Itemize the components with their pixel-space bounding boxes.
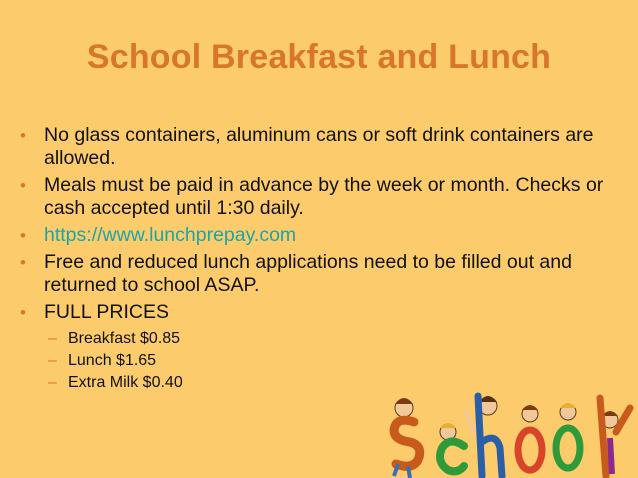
list-item	[20, 174, 620, 220]
bullet-icon: •	[20, 176, 26, 195]
bullet-icon: •	[20, 226, 26, 245]
list-item	[20, 251, 620, 297]
kid-c-icon	[440, 423, 464, 471]
list-item	[20, 224, 620, 247]
price-text: Lunch $1.65	[68, 352, 157, 369]
price-list	[44, 328, 620, 394]
price-item	[44, 328, 620, 350]
kid-o2-icon	[556, 403, 580, 468]
dash-icon: –	[48, 374, 57, 391]
list-item	[20, 124, 620, 170]
dash-icon: –	[48, 330, 57, 347]
bullet-text: FULL PRICES	[44, 301, 169, 323]
bullet-text: Meals must be paid in advance by the week or month. Checks or cash accepted until 1:30 daily.	[44, 174, 604, 219]
bullet-icon: •	[20, 126, 26, 145]
school-kids-clipart	[378, 392, 638, 478]
kid-h-icon	[466, 396, 502, 476]
bullet-text: Free and reduced lunch applications need to be filled out and returned to school ASAP.	[44, 251, 572, 296]
slide-title: School Breakfast and Lunch	[86, 38, 552, 76]
bullet-text: No glass containers, aluminum cans or soft drink containers are allowed.	[44, 124, 594, 169]
price-item	[44, 372, 620, 394]
kid-o1-icon	[518, 405, 542, 470]
list-item	[20, 301, 620, 394]
kid-s-icon	[394, 398, 420, 478]
bullet-icon: •	[20, 253, 26, 272]
dash-icon: –	[48, 352, 57, 369]
bullet-icon: •	[20, 303, 26, 322]
lunchprepay-link[interactable]: https://www.lunchprepay.com	[44, 224, 297, 246]
bullet-list	[20, 124, 620, 398]
price-item	[44, 350, 620, 372]
price-text: Extra Milk $0.40	[68, 374, 183, 391]
price-text: Breakfast $0.85	[68, 330, 181, 347]
kid-l-icon	[600, 398, 630, 476]
